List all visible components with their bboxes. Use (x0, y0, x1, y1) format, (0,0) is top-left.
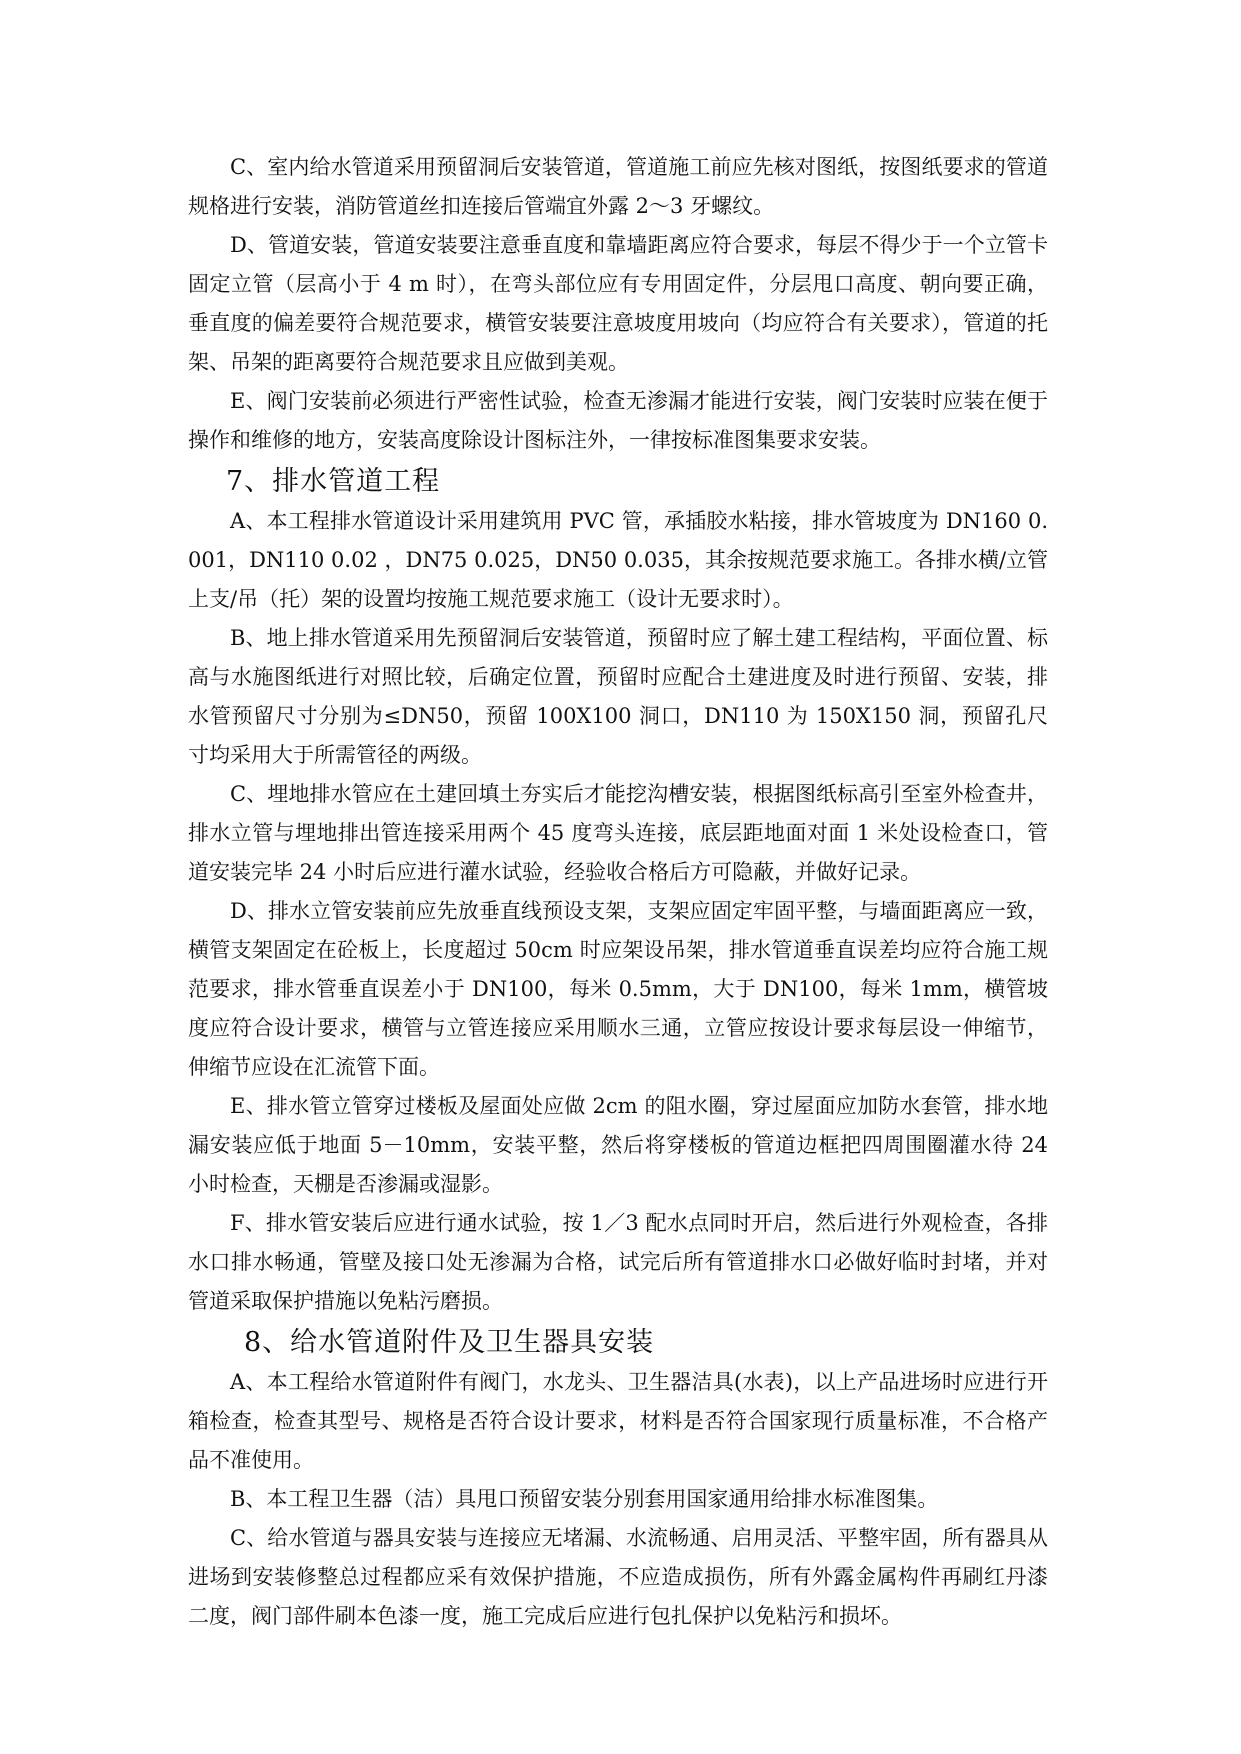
paragraph-7b: B、地上排水管道采用先预留洞后安装管道，预留时应了解土建工程结构，平面位置、标高与水施图纸进行对照比较，后确定位置，预留时应配合土建进度及时进行预留、安装，排水管预留尺寸分别为≤DN50，预留 100X100 洞口，DN110 为 150X150 洞，预留孔尺寸均采用大于所需管径的两级。 (188, 626, 1048, 767)
paragraph-7f: F、排水管安装后应进行通水试验，按 1／3 配水点同时开启，然后进行外观检查，各排水口排水畅通，管壁及接口处无渗漏为合格，试完后所有管道排水口必做好临时封堵，并对管道采取保护措施以免粘污磨损。 (188, 1211, 1048, 1313)
section-heading-7: 7、排水管道工程 (226, 466, 441, 497)
section-heading-8: 8、给水管道附件及卫生器具安装 (244, 1327, 655, 1358)
paragraph-6c: C、室内给水管道采用预留洞后安装管道，管道施工前应先核对图纸，按图纸要求的管道规格进行安装，消防管道丝扣连接后管端宜外露 2～3 牙螺纹。 (188, 155, 1048, 218)
document-body (188, 148, 1048, 1636)
paragraph-6d: D、管道安装，管道安装要注意垂直度和靠墙距离应符合要求，每层不得少于一个立管卡固定立管（层高小于 4 m 时），在弯头部位应有专用固定件，分层甩口高度、朝向要正确，垂直度的偏差要符合规范要求，横管安装要注意坡度用坡向（均应符合有关要求），管道的托架、吊架的距离要符合规范要求且应做到美观。 (188, 233, 1048, 374)
paragraph-7e: E、排水管立管穿过楼板及屋面处应做 2cm 的阻水圈，穿过屋面应加防水套管，排水地漏安装应低于地面 5－10mm，安装平整，然后将穿楼板的管道边框把四周围圈灌水待 24 小时检查，天棚是否渗漏或湿影。 (188, 1094, 1048, 1196)
paragraph-8b: B、本工程卫生器（洁）具甩口预留安装分别套用国家通用给排水标准图集。 (230, 1487, 939, 1511)
paragraph-8c: C、给水管道与器具安装与连接应无堵漏、水流畅通、启用灵活、平整牢固，所有器具从进场到安装修整总过程都应采有效保护措施，不应造成损伤，所有外露金属构件再刷红丹漆二度，阀门部件刷本色漆一度，施工完成后应进行包扎保护以免粘污和损坏。 (188, 1526, 1048, 1628)
paragraph-6e: E、阀门安装前必须进行严密性试验，检查无渗漏才能进行安装，阀门安装时应装在便于操作和维修的地方，安装高度除设计图标注外，一律按标准图集要求安装。 (188, 389, 1048, 452)
paragraph-7c: C、埋地排水管应在土建回填土夯实后才能挖沟槽安装，根据图纸标高引至室外检查井，排水立管与埋地排出管连接采用两个 45 度弯头连接，底层距地面对面 1 米处设检查口，管道安装完毕 24 小时后应进行灌水试验，经验收合格后方可隐蔽，并做好记录。 (188, 782, 1048, 884)
paragraph-7d: D、排水立管安装前应先放垂直线预设支架，支架应固定牢固平整，与墙面距离应一致，横管支架固定在砼板上，长度超过 50cm 时应架设吊架，排水管道垂直误差均应符合施工规范要求，排水管垂直误差小于 DN100，每米 0.5mm，大于 DN100，每米 1mm，横管坡度应符合设计要求，横管与立管连接应采用顺水三通，立管应按设计要求每层设一伸缩节，伸缩节应设在汇流管下面。 (188, 899, 1048, 1079)
paragraph-7a: A、本工程排水管道设计采用建筑用 PVC 管，承插胶水粘接，排水管坡度为 DN160 0.001，DN110 0.02 ，DN75 0.025，DN50 0.035，其余按规范要求施工。各排水横/立管上支/吊（托）架的设置均按施工规范要求施工（设计无要求时）。 (188, 509, 1049, 611)
paragraph-8a: A、本工程给水管道附件有阀门，水龙头、卫生器洁具(水表)，以上产品进场时应进行开箱检查，检查其型号、规格是否符合设计要求，材料是否符合国家现行质量标准，不合格产品不准使用。 (188, 1370, 1048, 1472)
